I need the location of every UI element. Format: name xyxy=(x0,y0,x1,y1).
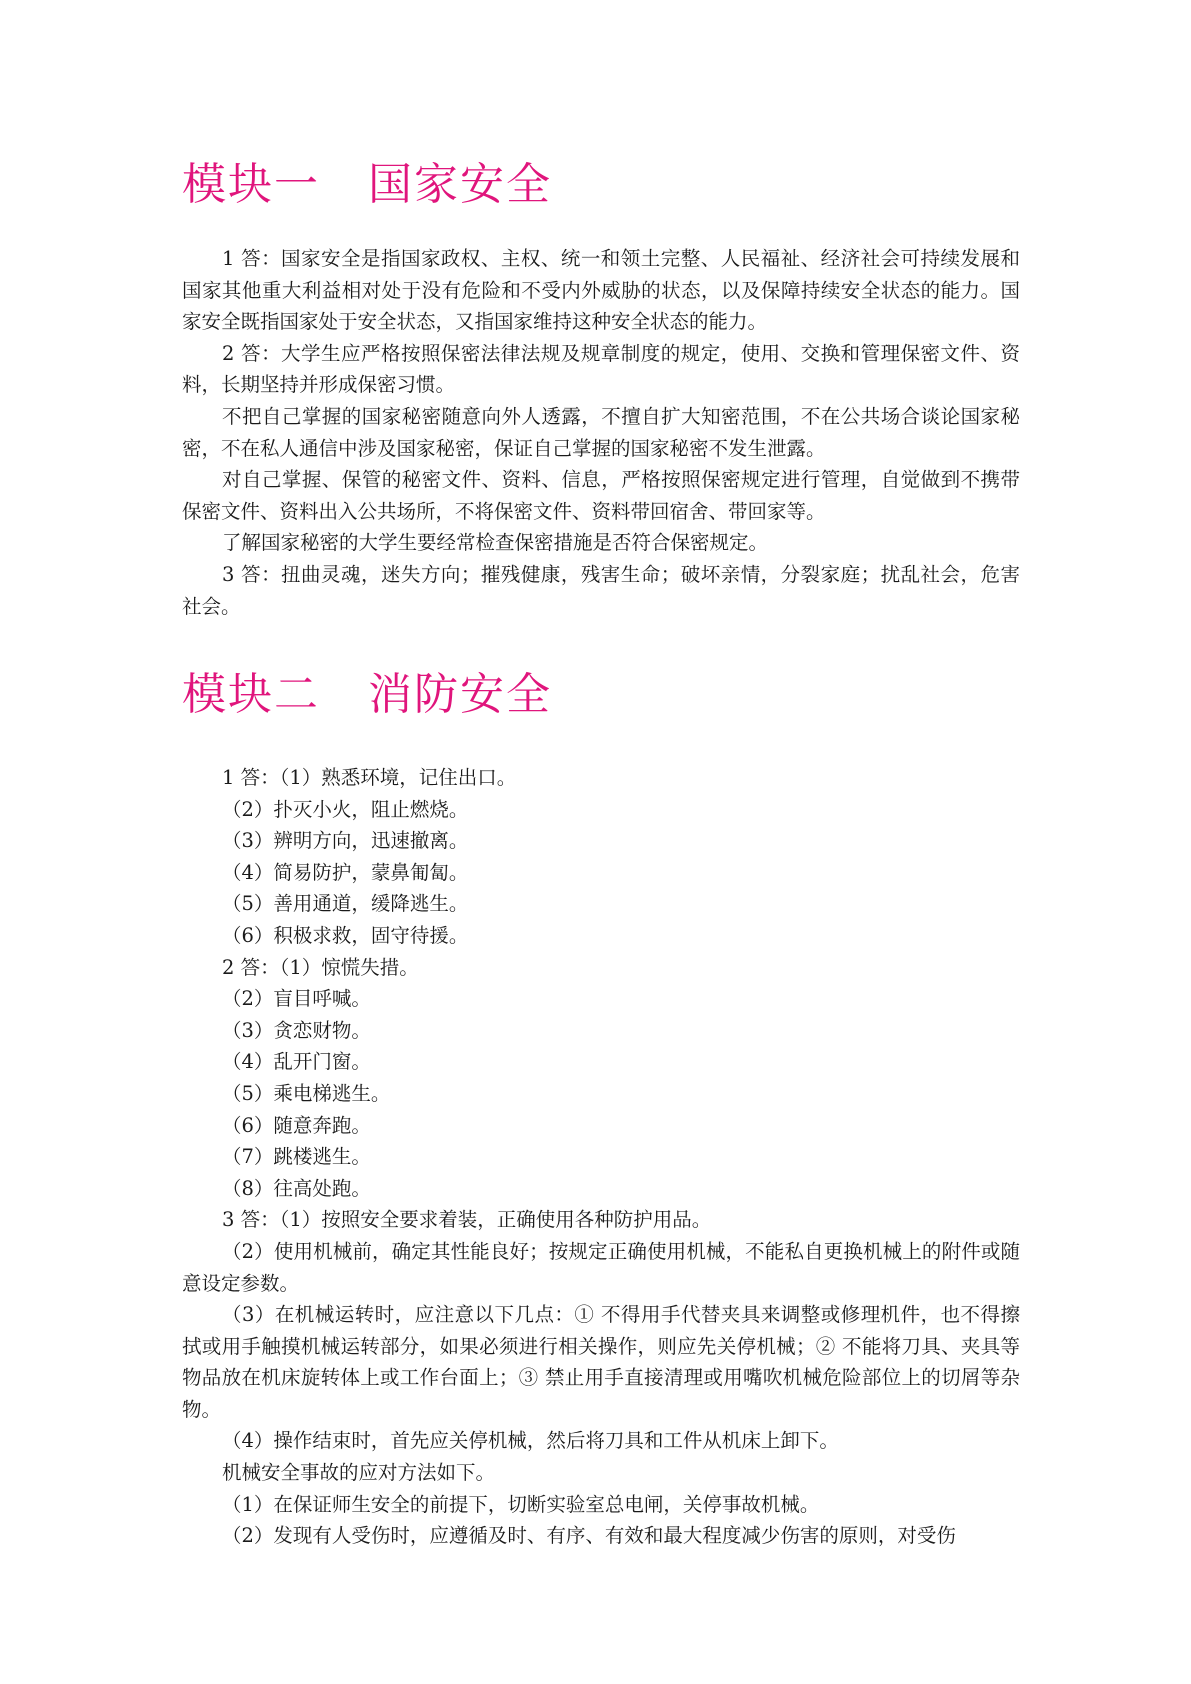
accident-response-step-1: （1）在保证师生安全的前提下，切断实验室总电闸，关停事故机械。 xyxy=(222,1492,820,1516)
list-item: （2）盲目呼喊。 xyxy=(222,987,371,1011)
list-item: 1 答：（1）熟悉环境，记住出口。 xyxy=(222,766,517,789)
list-item: （7）跳楼逃生。 xyxy=(222,1145,371,1169)
machine-usage-paragraph: （2）使用机械前，确定其性能良好；按规定正确使用机械，不能私自更换机械上的附件或随意设定参数。 xyxy=(182,1239,1020,1295)
list-item: （2）扑灭小火，阻止燃烧。 xyxy=(222,797,469,821)
answer-3-paragraph: 3 答：扭曲灵魂，迷失方向；摧残健康，残害生命；破坏亲情，分裂家庭；扰乱社会，危害社会。 xyxy=(182,562,1020,618)
module-2-title xyxy=(182,669,552,720)
list-item: （8）往高处跑。 xyxy=(222,1176,371,1200)
list-item: （3）辨明方向，迅速撤离。 xyxy=(222,829,469,853)
module-2-number: 模块二 xyxy=(182,669,320,720)
accident-response-step-2: （2）发现有人受伤时，应遵循及时、有序、有效和最大程度减少伤害的原则，对受伤 xyxy=(222,1524,956,1548)
secrecy-paragraph-1: 不把自己掌握的国家秘密随意向外人透露，不擅自扩大知密范围，不在公共场合谈论国家秘密，不在私人通信中涉及国家秘密，保证自己掌握的国家秘密不发生泄露。 xyxy=(182,404,1020,460)
answer-1-paragraph: 1 答：国家安全是指国家政权、主权、统一和领土完整、人民福祉、经济社会可持续发展和国家其他重大利益相对处于没有危险和不受内外威胁的状态，以及保障持续安全状态的能力。国家安全既指国家处于安全状态，又指国家维持这种安全状态的能力。 xyxy=(182,247,1020,334)
machine-running-paragraph: （3）在机械运转时，应注意以下几点：① 不得用手代替夹具来调整或修理机件，也不得擦拭或用手触摸机械运转部分，如果必须进行相关操作，则应先关停机械；② 不能将刀具、夹具等物品放在机床旋转体上或工作台面上；③ 禁止用手直接清理或用嘴吹机械危险部位上的切屑等杂物。 xyxy=(182,1303,1020,1421)
secrecy-paragraph-2: 对自己掌握、保管的秘密文件、资料、信息，严格按照保密规定进行管理，自觉做到不携带保密文件、资料出入公共场所，不将保密文件、资料带回宿舍、带回家等。 xyxy=(182,468,1020,523)
module-2-body xyxy=(182,762,1020,1552)
list-item: （5）善用通道，缓降逃生。 xyxy=(222,892,469,916)
secrecy-paragraph-3: 了解国家秘密的大学生要经常检查保密措施是否符合保密规定。 xyxy=(222,531,769,555)
machine-shutdown-paragraph: （4）操作结束时，首先应关停机械，然后将刀具和工件从机床上卸下。 xyxy=(222,1429,839,1453)
module-1-name: 国家安全 xyxy=(368,159,552,210)
list-item: （6）随意奔跑。 xyxy=(222,1113,371,1137)
module-1-number: 模块一 xyxy=(182,159,320,210)
module-2-name: 消防安全 xyxy=(368,669,552,720)
accident-response-intro: 机械安全事故的应对方法如下。 xyxy=(222,1461,496,1485)
module-1-body xyxy=(182,243,1020,622)
list-item: （6）积极求救，固守待援。 xyxy=(222,923,469,947)
list-item: （3）贪恋财物。 xyxy=(222,1018,371,1042)
list-item: （4）乱开门窗。 xyxy=(222,1050,371,1074)
list-item: 2 答：（1）惊慌失措。 xyxy=(222,955,419,979)
list-item: （5）乘电梯逃生。 xyxy=(222,1081,391,1105)
answer-2-paragraph: 2 答：大学生应严格按照保密法律法规及规章制度的规定，使用、交换和管理保密文件、资料，长期坚持并形成保密习惯。 xyxy=(182,341,1020,397)
list-item: （4）简易防护，蒙鼻匍匐。 xyxy=(222,860,469,884)
list-item: 3 答：（1）按照安全要求着装，正确使用各种防护用品。 xyxy=(222,1208,712,1232)
module-1-title xyxy=(182,159,552,210)
